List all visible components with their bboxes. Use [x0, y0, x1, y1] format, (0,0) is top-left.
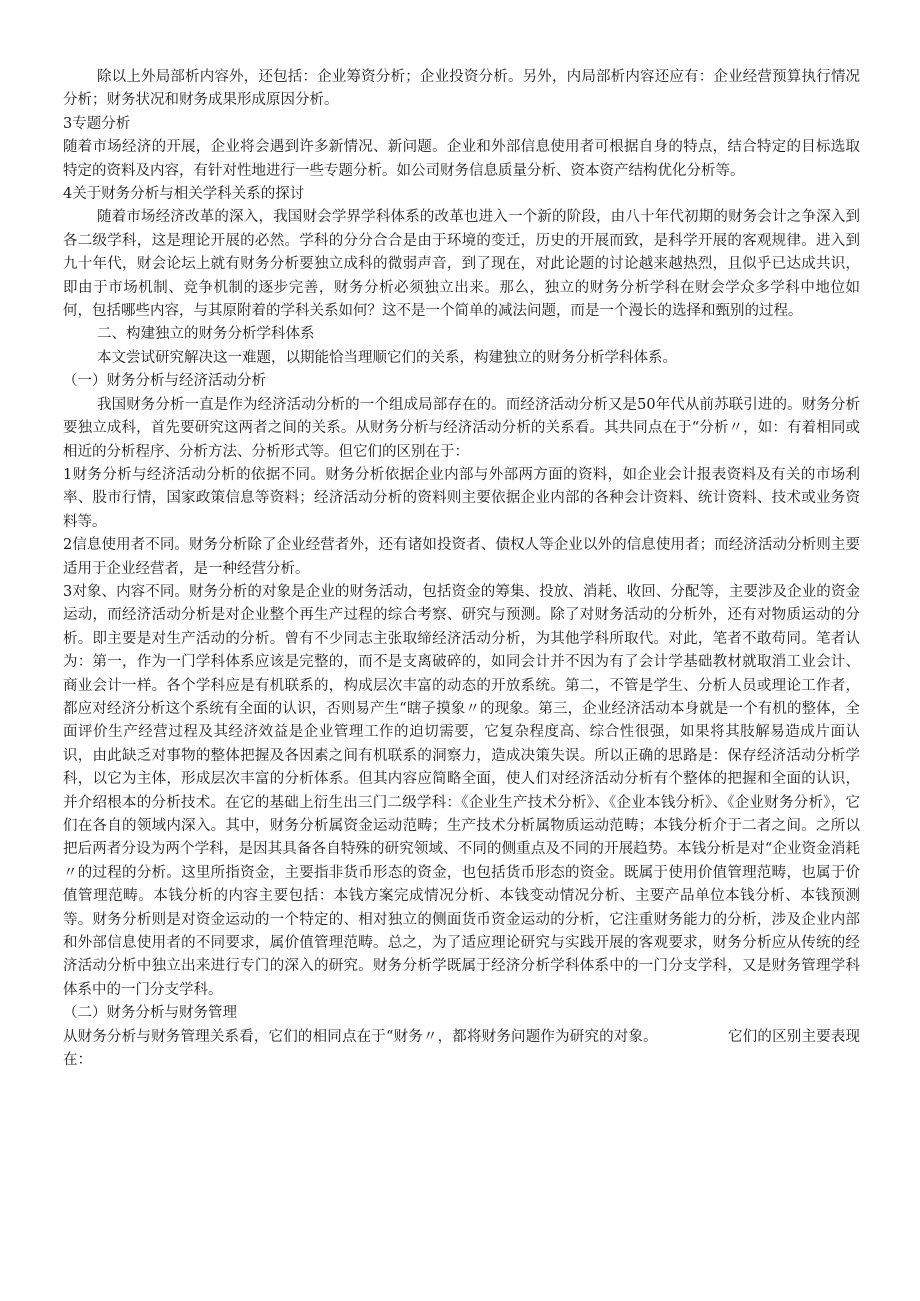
paragraph-difference-two: 2信息使用者不同。财务分析除了企业经营者外，还有诸如投资者、债权人等企业以外的信息使用者；而经济活动分析则主要适用于企业经营者，是一种经营分析。	[63, 537, 860, 577]
paragraph-financial-management-text: 从财务分析与财务管理关系看，它们的相同点在于“财务〃，都将财务问题作为研究的对象。	[63, 1028, 658, 1045]
paragraph-difference-one: 1财务分析与经济活动分析的依据不同。财务分析依据企业内部与外部两方面的资料，如企业会计报表资料及有关的市场利率、股市行情，国家政策信息等资料；经济活动分析的资料则主要依据企业内部的各种会计资料、统计资料、技术或业务资料等。	[63, 466, 860, 530]
heading-related-disciplines: 4关于财务分析与相关学科关系的探讨	[63, 186, 305, 203]
heading-subsection-two: （二）财务分析与财务管理	[63, 1005, 237, 1022]
heading-special-analysis: 3专题分析	[63, 115, 131, 132]
paragraph-special-analysis: 随着市场经济的开展，企业将会遇到许多新情况、新问题。企业和外部信息使用者可根据自身的特点，结合特定的目标选取特定的资料及内容，有针对性地进行一些专题分析。如公司财务信息质量分析、资本资产结构优化分析等。	[63, 139, 860, 179]
paragraph-difference-three: 3对象、内容不同。财务分析的对象是企业的财务活动，包括资金的筹集、投放、消耗、收回、分配等，主要涉及企业的资金运动，而经济活动分析是对企业整个再生产过程的综合考察、研究与预测。除了对财务活动的分析外，还有对物质运动的分析。即主要是对生产活动的分析。曾有不少同志主张取缔经济活动分析，为其他学科所取代。对此，笔者不敢苟同。笔者认为：第一，作为一门学科体系应该是完整的，而不是支离破碎的，如同会计并不因为有了会计学基础教材就取消工业会计、商业会计一样。各个学科应是有机联系的，构成层次丰富的动态的开放系统。第二，不管是学生、分析人员或理论工作者，都应对经济分析这个系统有全面的认识，否则易产生“瞎子摸象〃的现象。第三，企业经济活动本身就是一个有机的整体，全面评价生产经营过程及其经济效益是企业管理工作的迫切需要，它复杂程度高、综合性很强，如果将其肢解易造成片面认识，由此缺乏对事物的整体把握及各因素之间有机联系的洞察力，造成决策失误。所以正确的思路是：保存经济活动分析学科，以它为主体，形成层次丰富的分析体系。但其内容应简略全面，使人们对经济活动分析有个整体的把握和全面的认识，并介绍根本的分析技术。在它的基础上衍生出三门二级学科：《企业生产技术分析》、《企业本钱分析》、《企业财务分析》，它们在各自的领域内深入。其中，财务分析属资金运动范畴；生产技术分析属物质运动范畴；本钱分析介于二者之间。之所以把后两者分设为两个学科，是因其具备各自特殊的研究领域、不同的侧重点及不同的开展趋势。本钱分析是对“企业资金消耗〃的过程的分析。这里所指资金，主要指非货币形态的资金，也包括货币形态的资金。既属于使用价值管理范畴，也属于价值管理范畴。本钱分析的内容主要包括：本钱方案完成情况分析、本钱变动情况分析、主要产品单位本钱分析、本钱预测等。财务分析则是对资金运动的一个特定的、相对独立的侧面货币资金运动的分析，它注重财务能力的分析，涉及企业内部和外部信息使用者的不同要求，属价值管理范畴。总之，为了适应理论研究与实践开展的客观要求，财务分析应从传统的经济活动分析中独立出来进行专门的深入的研究。财务分析学既属于经济分析学科体系中的一门分支学科，又是财务管理学科体系中的一门分支学科。	[63, 583, 860, 998]
paragraph-economic-activity: 我国财务分析一直是作为经济活动分析的一个组成局部存在的。而经济活动分析又是50年代从前苏联引进的。财务分析要独立成科，首先要研究这两者之间的关系。从财务分析与经济活动分析的关系看。其共同点在于“分析〃，如：有着相同或相近的分析程序、分析方法、分析形式等。但它们的区别在于：	[63, 396, 860, 460]
paragraph-financial-management-tail: 它们的区别主要表现在：	[63, 1028, 860, 1069]
paragraph-internal-analysis: 除以上外局部析内容外，还包括：企业筹资分析；企业投资分析。另外，内局部析内容还应有：企业经营预算执行情况分析；财务状况和财务成果形成原因分析。	[63, 69, 860, 109]
heading-subsection-one: （一）财务分析与经济活动分析	[63, 373, 266, 390]
document-body	[63, 66, 860, 1072]
paragraph-financial-management	[63, 1026, 860, 1073]
paragraph-related-disciplines: 随着市场经济改革的深入，我国财会学界学科体系的改革也进入一个新的阶段，由八十年代初期的财务会计之争深入到各二级学科，这是理论开展的必然。学科的分分合合是由于环境的变迁，历史的开展而致，是科学开展的客观规律。进入到九十年代，财会论坛上就有财务分析要独立成科的微弱声音，到了现在，对此论题的讨论越来越热烈，且似乎已达成共识，即由于市场机制、竞争机制的逐步完善，财务分析必须独立出来。那么，独立的财务分析学科在财会学众多学科中地位如何，包括哪些内容，与其原附着的学科关系如何？这不是一个简单的减法问题，而是一个漫长的选择和甄别的过程。	[63, 209, 860, 320]
heading-section-two: 二、构建独立的财务分析学科体系	[97, 326, 315, 343]
paragraph-section-two-intro: 本文尝试研究解决这一难题，以期能恰当理顺它们的关系，构建独立的财务分析学科体系。	[97, 349, 677, 366]
